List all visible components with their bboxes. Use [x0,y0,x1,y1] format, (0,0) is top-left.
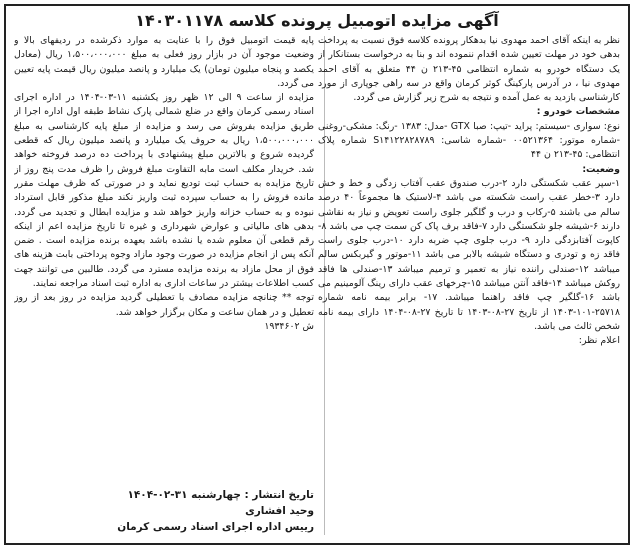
signer-title: رییس اداره اجرای اسناد رسمی کرمان [117,521,314,533]
notice-frame [4,4,630,545]
signature-block [14,487,314,535]
reference-number: ش ۱۹۳۴۶۰۲ [264,320,314,332]
left-column [14,34,314,537]
notice-title: آگهی مزایده اتومبیل پرونده کلاسه ۱۴۰۳۰۱۱۷۸ [135,11,499,30]
holiday-note: توجه ** چنانچه مزایده مصادف با تعطیلی گردید مزایده در روز بعد از روز تعطیل و در همان ساعت و مکان برگزار خواهد شد. [14,292,314,318]
intro-paragraph: نظر به اینکه آقای احمد مهدوی نیا بدهکار پرونده کلاسه فوق نسبت به پرداخت بدهی خود در مهلت تعیین شده اقدام ننموده اند و بنا به درخواست بستانکار از یک دستگاه خودرو به شماره انتظامی ۴۵-۲۱۳ ن ۴۴ متعلق به آقای احمد مهدوی نیا ، در آدرس پارکینگ کوثر کرمان واقع در سه راهی جوپاری از مورد کارشناسی بازدید به عمل آمده و نتیجه به شرح زیر گزارش می گردد. [318,35,620,104]
base-price-paragraph: پایه قیمت اتومبیل فوق را با عنایت به موارد ذکرشده در ردیفهای بالا و وضعیت موجود آن در بازار روز فعلی به مبلغ ۱،۵۰۰،۰۰۰،۰۰۰ ریال (معادل یکصد و پنجاه میلیون تومان) یک میلیارد و پانصد میلیون ریال قیمت پایه تعیین می گردد. [14,35,314,89]
specs-paragraph: نوع: سواری -سیستم: پراید -تیپ: صبا GTX -مدل: ۱۳۸۳ -رنگ: مشکی-روغنی -شماره موتور: ۰۰۵۲۱۳۶۴ -شماره شاسی: S۱۴۱۲۲۸۲۸۷۸۹ شماره پلاک انتظامی: ۴۵-۲۱۳ ن ۴۴ [318,120,620,161]
condition-heading: وضعیت: [582,163,620,175]
auction-paragraph: مزایده از ساعت ۹ الی ۱۲ ظهر روز یکشنبه ۱۱-۰۳-۱۴۰۴ در اداره اجرای اسناد رسمی کرمان واقع در ضلع شمالی پارک نشاط طبقه اول اداره اجرا از طریق مزایده بفروش می رسد و مزایده از مبلغ پایه کارشناسی به مبلغ ۱،۵۰۰،۰۰۰،۰۰۰ ریال به حروف یک میلیارد و پانصد میلیون ریال که قطعی گردیده شروع و بالاترین مبلغ پیشنهادی با پرداخت ده درصد فروخته خواهد شد. خریدار مکلف است مابه التفاوت مبلغ فروش را ظرف مدت پنج روز از تاریخ مزایده به حساب ثبت تودیع نماید و در صورتی که ظرف مهلت مقرر مانده فروش را به حساب سپرده ثبت واریز نکند مبلغ مذکور قابل استرداد نبوده و به حساب خزانه واریز خواهد شد و مزایده ابطال و تجدید می گردد. بدهی های مالیاتی و عوارض شهرداری و غیره تا تاریخ مزایده اعم از اینکه رقم قطعی آن معلوم شده یا نشده باشد بعهده برنده مزایده است . ضمن آنکه پس از انجام مزایده در صورت وجود مازاد وجوه پرداختی بابت هزینه های فوق از محل مازاد به برنده مزایده مسترد می گردد. طالبین می توانند جهت کسب اطلاعات بیشتر در ساعات اداری به اداره ثبت اسناد مراجعه نمایند. [14,92,314,290]
closing-line: اعلام نظر: [578,335,620,347]
signer-name: وحید افشاری [245,505,314,517]
condition-paragraph: ۱-سپر عقب شکستگی دارد ۲-درب صندوق عقب آفتاب زدگی و خط و خش دارد ۳-خطر عقب راست شکسته می باشد ۴-لاستیک ها مجموعاً ۴۰ درصد سالم می باشند ۵-رکاب و درب و گلگیر جلوی راست تعویض و نیاز به نقاشی دارند ۶-شیشه جلو شکستگی دارد ۷-فاقد برف پاک کن سمت چپ می باشد ۸-کاپوت آفتابزدگی دارد ۹- درب جلوی چپ ضربه دارد ۱۰-درب جلوی راست فاقد زه و تودری و دستگاه شیشه بالابر می باشد ۱۱-موتور و گیربکس سالم میباشد ۱۲-صندلی راننده نیاز به تعمیر و ترمیم میباشد ۱۳-صندلی ها فاقد روکش میباشد ۱۴-فاقد آنتن میباشد ۱۵-چرخهای عقب دارای رینگ آلومینیم می باشد ۱۶-گلگیر چپ فاقد راهنما میباشد. ۱۷- برابر بیمه نامه شماره ۲۵۷۱۸-۱۰۱-۱۴۰۳ از تاریخ ۲۷-۰۸-۱۴۰۳ تا تاریخ ۲۷-۰۸-۱۴۰۴ دارای بیمه نامه شخص ثالث می باشد. [318,177,620,332]
specs-heading: مشخصات خودرو : [536,106,620,118]
right-column [318,34,620,537]
publish-date: تاریخ انتشار : چهارشنبه ۳۱-۰۲-۱۴۰۴ [127,489,314,501]
